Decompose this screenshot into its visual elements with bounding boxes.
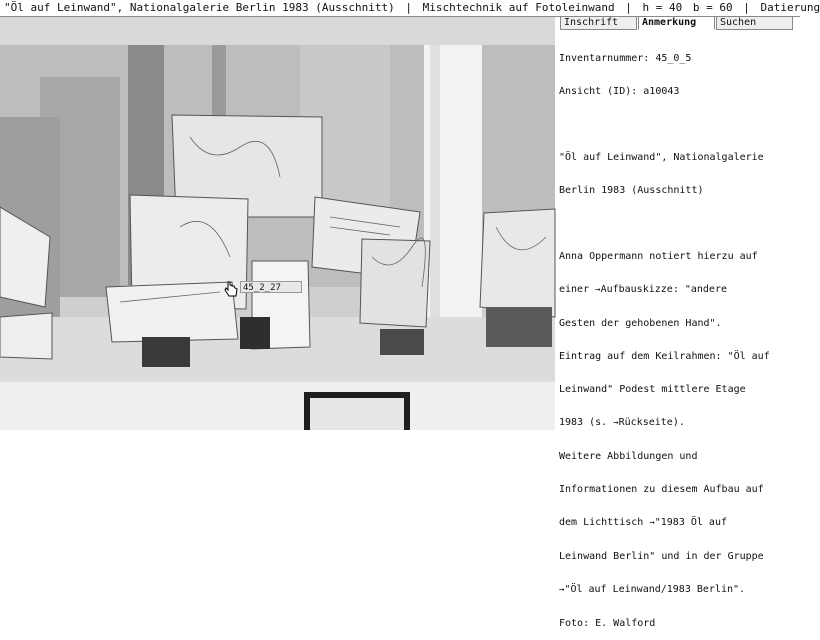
separator: |: [625, 1, 632, 14]
link-text: Rückseite: [618, 417, 673, 428]
note-text: dem Lichttisch: [559, 517, 644, 528]
lichttisch-link[interactable]: [649, 517, 727, 528]
link-arrow-icon: →: [595, 285, 601, 295]
note-line: Leinwand Berlin" und in der Gruppe: [559, 551, 764, 562]
separator: |: [743, 1, 750, 14]
hover-tooltip: 45_2_27: [240, 281, 302, 293]
dating-label[interactable]: Datierung: [760, 1, 820, 14]
tab-inschrift[interactable]: Inschrift: [560, 16, 637, 30]
caption-line: Berlin 1983 (Ausschnitt): [559, 185, 704, 196]
note-text: einer: [559, 284, 590, 295]
artwork-photo[interactable]: [0, 17, 555, 430]
note-line: Weitere Abbildungen und: [559, 451, 698, 462]
height-label: h = 40: [642, 1, 683, 14]
hand-cursor-icon: [224, 281, 238, 297]
note-line: Eintrag auf dem Keilrahmen: "Öl auf: [559, 351, 770, 362]
tab-anmerkung[interactable]: Anmerkung: [638, 16, 715, 30]
width-label: b = 60: [692, 1, 733, 14]
note-line: Leinwand" Podest mittlere Etage: [559, 384, 746, 395]
link-arrow-icon: →: [559, 585, 565, 595]
artwork-title: "Öl auf Leinwand", Nationalgalerie Berlin 1983 (Ausschnitt): [4, 1, 395, 14]
link-arrow-icon: →: [613, 418, 619, 428]
note-text: : "andere: [672, 284, 727, 295]
technique-label: Mischtechnik auf Fotoleinwand: [422, 1, 615, 14]
note-text: ).: [672, 417, 685, 428]
note-text: .: [739, 584, 746, 595]
tab-suchen[interactable]: Suchen: [716, 16, 793, 30]
annotation-panel: [559, 31, 799, 640]
note-line: Anna Oppermann notiert hierzu auf: [559, 251, 758, 262]
note-line: Gesten der gehobenen Hand".: [559, 318, 722, 329]
link-text: "Öl auf Leinwand/1983 Berlin": [564, 584, 740, 595]
note-line: [559, 284, 799, 296]
rueckseite-link[interactable]: [613, 417, 673, 428]
group-link[interactable]: [559, 584, 739, 595]
link-text: "1983 Öl auf: [654, 517, 727, 528]
caption-line: "Öl auf Leinwand", Nationalgalerie: [559, 152, 764, 163]
separator: |: [405, 1, 412, 14]
note-text: 1983 (s.: [559, 417, 608, 428]
view-id: Ansicht (ID): a10043: [559, 86, 680, 97]
inventory-number: Inventarnummer: 45_0_5: [559, 53, 692, 64]
note-line: Informationen zu diesem Aufbau auf: [559, 484, 764, 495]
note-line: [559, 517, 799, 529]
note-line: [559, 584, 799, 596]
title-bar: [0, 0, 820, 17]
link-arrow-icon: →: [649, 518, 655, 528]
photo-illustration: [0, 17, 555, 430]
aufbauskizze-link[interactable]: [595, 284, 673, 295]
link-text: Aufbauskizze: [600, 284, 673, 295]
note-line: [559, 417, 799, 429]
photo-credit: Foto: E. Walford: [559, 618, 656, 629]
